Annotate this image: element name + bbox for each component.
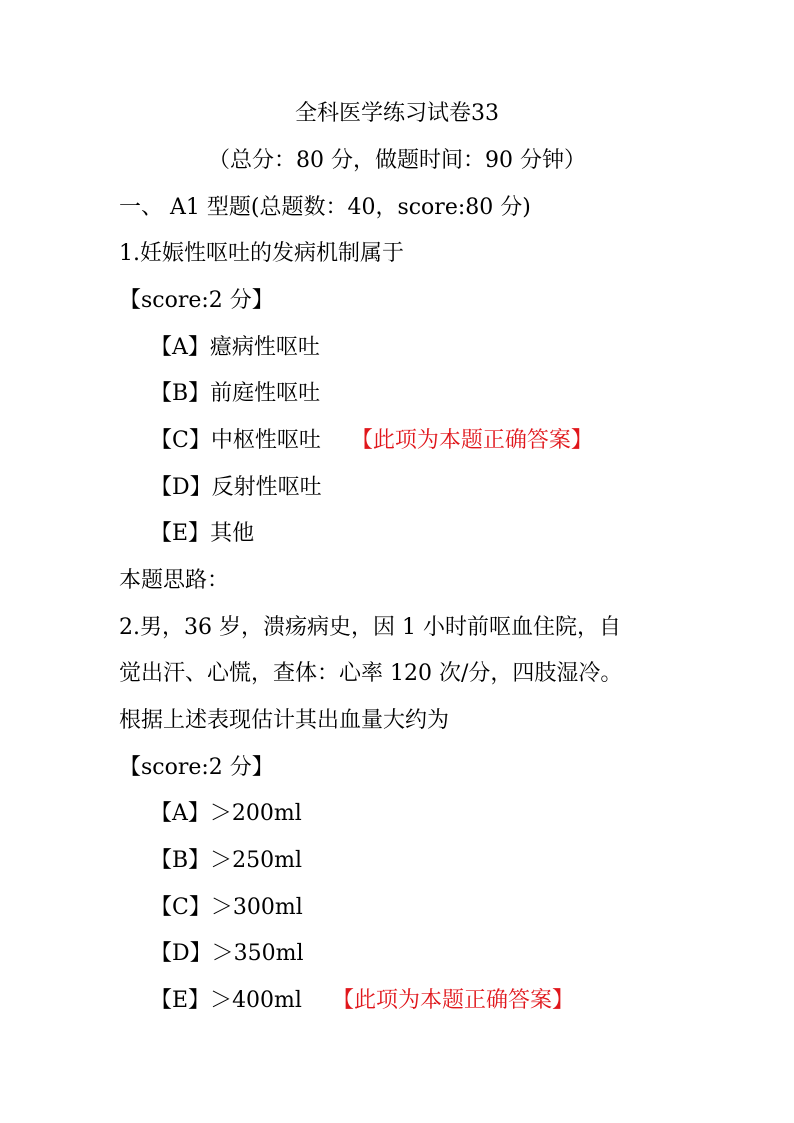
question-stem: 2.男，36 岁，溃疡病史，因 1 小时前呕血住院，自 — [119, 615, 621, 640]
option-text: 中枢性呕吐 — [210, 428, 321, 453]
question-score: 【score:2 分】 — [119, 288, 274, 313]
option-b — [0, 379, 794, 409]
option-label: 【A】 — [150, 335, 210, 360]
exam-info: （总分：80 分，做题时间：90 分钟） — [208, 148, 586, 173]
option-label: 【D】 — [150, 475, 212, 500]
option-c — [0, 893, 794, 923]
option-label: 【E】 — [150, 988, 211, 1013]
option-a — [0, 333, 794, 363]
option-label: 【C】 — [150, 895, 211, 920]
analysis-label: 本题思路： — [119, 568, 230, 593]
option-text: ＞300ml — [210, 895, 303, 920]
option-text: 其他 — [210, 521, 255, 546]
question-stem: 1.妊娠性呕吐的发病机制属于 — [119, 241, 404, 266]
option-text: 反射性呕吐 — [211, 475, 322, 500]
option-text: 癔病性呕吐 — [209, 335, 320, 360]
option-text: ＞200ml — [209, 801, 302, 826]
option-label: 【B】 — [150, 848, 211, 873]
option-label: 【D】 — [150, 941, 212, 966]
option-text: ＞250ml — [210, 848, 303, 873]
option-d — [0, 473, 794, 503]
option-e — [0, 519, 794, 549]
option-label: 【B】 — [150, 381, 211, 406]
option-label: 【A】 — [150, 801, 210, 826]
question-score: 【score:2 分】 — [119, 755, 274, 780]
option-e — [0, 986, 794, 1016]
option-label: 【E】 — [150, 521, 211, 546]
section-heading: 一、 A1 型题(总题数：40，score:80 分) — [119, 195, 531, 220]
option-c — [0, 426, 794, 456]
correct-answer-marker: 【此项为本题正确答案】 — [331, 988, 574, 1013]
option-d — [0, 939, 794, 969]
option-a — [0, 799, 794, 829]
option-b — [0, 846, 794, 876]
correct-answer-marker: 【此项为本题正确答案】 — [350, 428, 593, 453]
option-text: 前庭性呕吐 — [210, 381, 321, 406]
option-text: ＞350ml — [211, 941, 304, 966]
page-title: 全科医学练习试卷33 — [295, 101, 499, 126]
question-stem: 觉出汗、心慌，查体：心率 120 次/分，四肢湿冷。 — [119, 661, 623, 686]
option-text: ＞400ml — [210, 988, 302, 1013]
question-stem: 根据上述表现估计其出血量大约为 — [119, 708, 450, 733]
option-label: 【C】 — [150, 428, 211, 453]
